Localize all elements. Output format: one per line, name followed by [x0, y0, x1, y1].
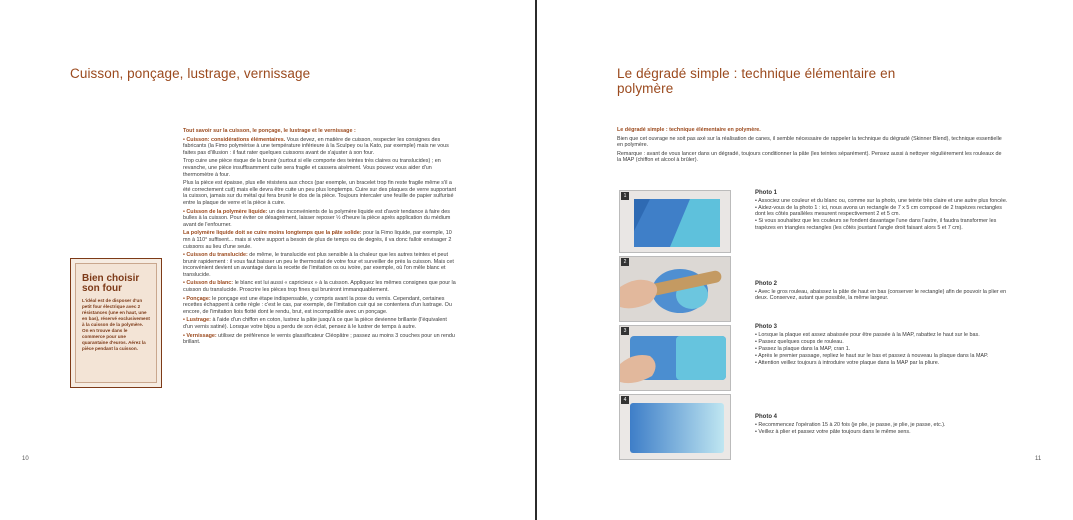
- paragraph: • Lustrage: à l'aide d'un chiffon en coton, lustrez la pâte jusqu'à ce que la pièce devienne brillante (l'équivalent d'un vernis satiné). Lorsque votre bijou a perdu de son éclat, pensez à le lustrer de temps à autre.: [183, 317, 447, 331]
- paragraph: • Vernissage: utilisez de préférence le vernis glassificateur Cléopâtre ; passez au moins 3 couches pour un rendu brillant.: [183, 332, 455, 346]
- right-lead: Le dégradé simple : technique élémentaire en polymère.: [617, 127, 761, 133]
- photo-1-image: [620, 191, 731, 253]
- page-number-right: 11: [1035, 456, 1042, 462]
- left-lead: Tout savoir sur la cuisson, le ponçage, le lustrage et le vernissage :: [183, 128, 356, 134]
- paragraph: • Cuisson du translucide: de même, le translucide est plus sensible à la chaleur que les autres teintes et peut brunir rapidement : il vous faut baisser un peu le thermostat de votre four et surveiller de près la cuisson. Mais cet inconvénient devient un avantage dans la recette de l'imitation os ou ivoire, par exemple, où l'on mêle blanc et translucide.: [183, 252, 454, 278]
- step-title: Photo 3: [755, 324, 777, 330]
- step-line: • Passez quelques coups de rouleau.: [755, 338, 844, 345]
- paragraph: Plus la pièce est épaisse, plus elle résistera aux chocs (par exemple, un bracelet trop fin reste fragile même s'il a été correctement cuit) mais elle devra être cuite un peu plus longtemps. Cuire sur des plaques de verre supportant la cuisson, jamais sur du métal qui fera brunir le dos de la pièce. Toujours intercaler une feuille de papier sulfurisé entre la plaque de verre et la pièce à cuire.: [183, 180, 456, 206]
- photo-2-image: [620, 257, 731, 322]
- step-photo-2: [755, 281, 1011, 302]
- photo-2: [619, 256, 731, 322]
- step-line: • Après le premier passage, repliez le haut sur le bas et passez à nouveau la plaque dans la MAP.: [755, 352, 989, 359]
- photo-number: 2: [621, 258, 629, 266]
- photo-1: [619, 190, 731, 253]
- step-line: • Si vous souhaitez que les couleurs se fondent davantage l'une dans l'autre, il faudra transformer les trapèzes en triangles rectangles (les côtés jouxtant l'angle droit faisant alors 5 et 7 cm).: [755, 218, 997, 231]
- step-photo-1: [755, 190, 1011, 232]
- page-number-left: 10: [22, 456, 29, 462]
- paragraph: • Cuisson du blanc: le blanc est lui aussi « capricieux » à la cuisson. Appliquez les mêmes consignes que pour la cuisson du translucide. Proscrire les pièces trop fines qui bruniront immanquablement.: [183, 280, 456, 294]
- step-line: • Veillez à plier et passez votre pâte toujours dans le même sens.: [755, 428, 911, 435]
- paragraph: • Cuisson de la polymère liquide: un des inconvénients de la polymère liquide est d'avoir tendance à faire des bulles à la cuisson. Pour éviter ce désagrément, laisser reposer ½ d'heure la pièce après application du médium avant de l'enfourner.: [183, 208, 451, 228]
- photo-3: [619, 325, 731, 391]
- sidebox-text: L'idéal est de disposer d'un petit four électrique avec 2 résistances (une en haut, une en bas), réservé exclusivement à la cuisson de la polymère. On en trouve dans le commerce pour une quarantaine d'euros. Aérez la pièce pendant la cuisson.: [82, 298, 150, 351]
- right-page: [537, 0, 1073, 520]
- step-title: Photo 2: [755, 281, 777, 287]
- sidebox-title: Bien choisir son four: [82, 273, 140, 294]
- intro-paragraph: Bien que cet ouvrage ne soit pas axé sur la réalisation de canes, il semble nécessaire de rappeler la technique du dégradé (Skinner Blend), technique essentielle en polymère.: [617, 135, 1002, 149]
- photo-3-image: [620, 326, 731, 391]
- step-line: • Passez la plaque dans la MAP, cran 1.: [755, 345, 851, 352]
- intro-paragraph: Remarque : avant de vous lancer dans un dégradé, toujours conditionner la pâte (les teintes séparément). Pensez aussi à nettoyer régulièrement les rouleaux de la MAP (chiffon et alcool à brûler).: [617, 150, 1002, 164]
- photo-number: 1: [621, 192, 629, 200]
- step-line: • Attention veillez toujours à introduire votre plaque dans la MAP par la pliure.: [755, 359, 940, 366]
- paragraph: La polymère liquide doit se cuire moins longtemps que la pâte solide: pour la Fimo liquide, par exemple, 10 mn à 110° suffisent... mais si votre support a besoin de plus de temps ou de degrés, il va donc falloir envisager 2 cuissons au lieu d'une seule.: [183, 230, 452, 250]
- oven-sidebox-inner: [75, 263, 157, 383]
- left-text-column: [183, 128, 458, 348]
- step-line: • Aidez-vous de la photo 1 : ici, nous avons un rectangle de 7 x 5 cm composé de 2 trapèzes rectangles dont les côtés parallèles mesurent respectivement 2 et 5 cm.: [755, 204, 1003, 218]
- photo-4: [619, 394, 731, 460]
- step-photo-4: [755, 414, 1011, 436]
- right-intro: [617, 127, 1007, 166]
- photo-number: 4: [621, 396, 629, 404]
- right-page-heading: Le dégradé simple : technique élémentaire en polymère: [617, 66, 896, 96]
- paragraph: • Cuisson: considérations élémentaires. Vous devez, en matière de cuisson, respecter les consignes des fabricants (la Fimo polymérise à une température inférieure à la Sculpey ou la Kato, par exemple) mais ne vous faites pas d'illusion : il faut rater quelques cuissons avant de s'ajuster à son four.: [183, 136, 449, 156]
- step-line: • Recommencez l'opération 15 à 20 fois (je plie, je passe, je plie, je passe, etc.).: [755, 421, 946, 428]
- left-page: [0, 0, 535, 520]
- step-title: Photo 1: [755, 190, 777, 196]
- step-line: • Lorsque la plaque est assez abaissée pour être passée à la MAP, rabattez le haut sur le bas.: [755, 331, 980, 338]
- step-title: Photo 4: [755, 414, 777, 420]
- oven-sidebox: [70, 258, 162, 388]
- step-line: • Associez une couleur et du blanc ou, comme sur la photo, une teinte très claire et une autre plus foncée.: [755, 197, 1008, 204]
- photo-number: 3: [621, 327, 629, 335]
- left-page-heading: Cuisson, ponçage, lustrage, vernissage: [70, 66, 311, 81]
- photo-4-image: [620, 395, 731, 460]
- paragraph: • Ponçage: le ponçage est une étape indispensable, y compris avant la pose du vernis. Cependant, certaines recettes échappent à cette règle : c'est le cas, par exemple, de l'imitation cuir qui se contentera d'un lustrage. Ou encore, de l'imitation liois flotté dont le rendu, brut, est incompatible avec un ponçage.: [183, 295, 452, 315]
- step-photo-3: [755, 324, 1011, 367]
- step-line: • Avec le gros rouleau, abaissez la pâte de haut en bas (conserver le rectangle) afin de pouvoir la plier en deux. Conservez, autant que possible, la même largeur.: [755, 288, 1007, 302]
- paragraph: Trop cuire une pièce risque de la brunir (surtout si elle comporte des teintes très claires ou translucides) ; en revanche, une pièce insuffisamment cuite sera fragile et cassera aisément. Vous pouvez vous aider d'un thermomètre à four.: [183, 158, 441, 178]
